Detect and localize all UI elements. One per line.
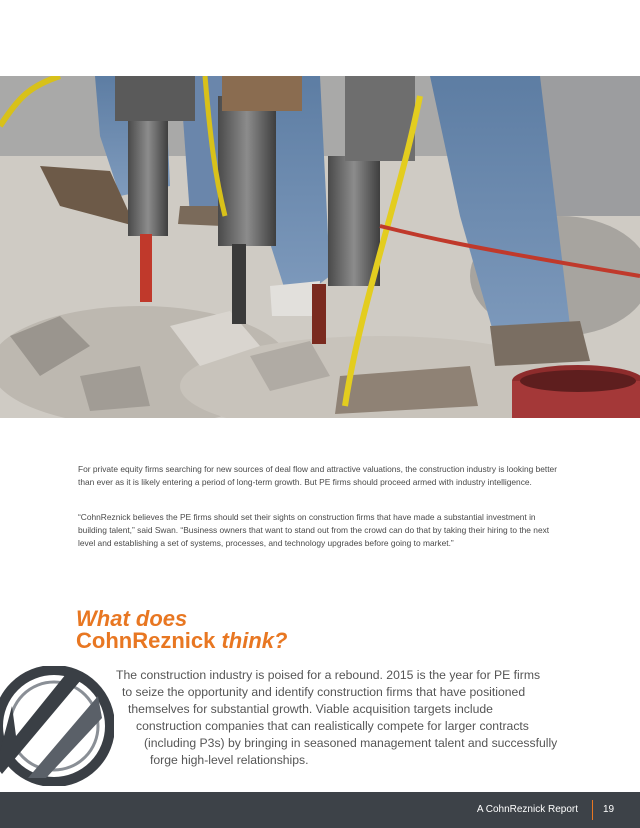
section-heading xyxy=(76,608,287,652)
pull-quote-line-3: themselves for substantial growth. Viable acquisition targets include xyxy=(128,702,493,716)
pull-quote-line-5: (including P3s) by bringing in seasoned management talent and successfully xyxy=(144,736,558,750)
heading-line-2 xyxy=(76,630,287,652)
construction-jackhammer-photo xyxy=(0,76,640,418)
pull-quote-line-2: to seize the opportunity and identify construction firms that have positioned xyxy=(122,685,526,699)
body-paragraph-1: For private equity firms searching for new sources of deal flow and attractive valuations, the construction industry is looking better than ever as it is likely entering a period of long-term growth. But PE firms should proceed armed with industry intelligence. xyxy=(78,464,558,488)
heading-line-1: What does xyxy=(76,606,188,631)
pull-quote-line-4: construction companies that can realistically compete for larger contracts xyxy=(136,719,529,733)
footer-report-label: A CohnReznick Report xyxy=(476,804,578,815)
footer-divider xyxy=(592,800,593,820)
heading-line-2-prefix: CohnReznick xyxy=(76,628,222,653)
page-footer xyxy=(0,792,640,828)
hero-photo xyxy=(0,76,640,418)
body-paragraph-2: “CohnReznick believes the PE firms should set their sights on construction firms that have made a substantial investment in building talent,” said Swan. “Business owners that want to stand out from the crowd can do that by taking their hiring to the next level and establishing a set of systems, processes, and technology upgrades before going to market.” xyxy=(78,512,550,549)
pull-quote-line-6: forge high-level relationships. xyxy=(150,753,309,767)
heading-line-2-emphasis: think? xyxy=(221,628,288,653)
pull-quote-line-1: The construction industry is poised for a rebound. 2015 is the year for PE firms xyxy=(116,668,541,682)
page-number: 19 xyxy=(603,804,615,815)
cohnreznick-logo-icon xyxy=(0,666,114,786)
